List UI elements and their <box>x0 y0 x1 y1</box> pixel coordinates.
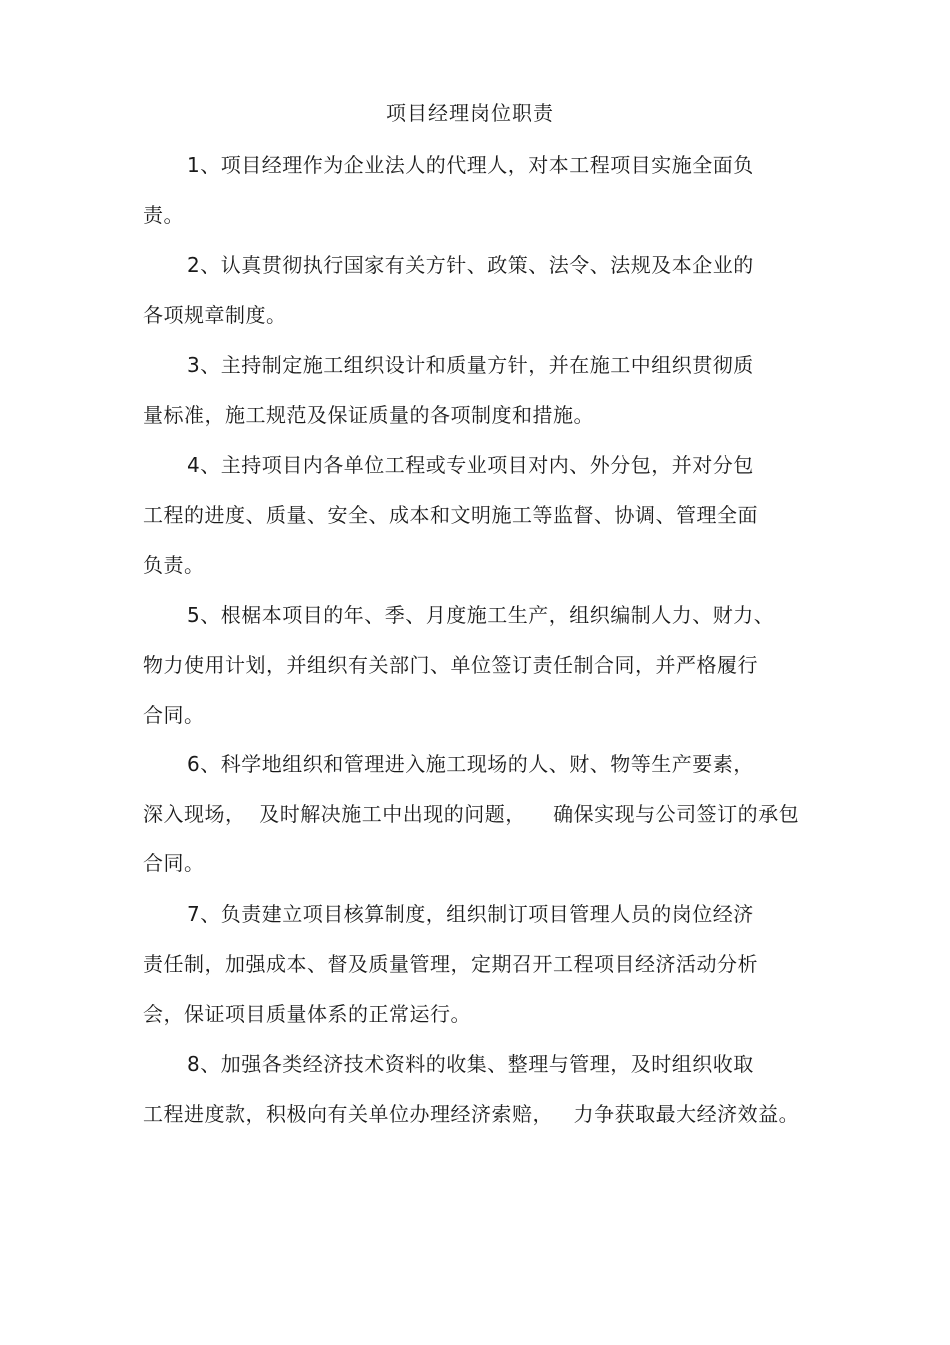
paragraph-3-line-1: 3、主持制定施工组织设计和质量方针，并在施工中组织贯彻质 <box>187 353 754 377</box>
document-title: 项目经理岗位职责 <box>386 101 554 125</box>
paragraph-4-line-3: 负责。 <box>143 553 205 577</box>
paragraph-1-line-2: 责。 <box>143 203 184 227</box>
paragraph-6-line-3: 合同。 <box>143 851 205 875</box>
paragraph-6-line-1: 6、科学地组织和管理进入施工现场的人、财、物等生产要素， <box>187 752 754 776</box>
paragraph-2-line-1: 2、认真贯彻执行国家有关方针、政策、法令、法规及本企业的 <box>187 253 754 277</box>
paragraph-5-line-3: 合同。 <box>143 703 205 727</box>
paragraph-2-line-2: 各项规章制度。 <box>143 303 287 327</box>
paragraph-7-line-2: 责任制，加强成本、督及质量管理，定期召开工程项目经济活动分析 <box>143 952 758 976</box>
paragraph-4-line-2: 工程的进度、质量、安全、成本和文明施工等监督、协调、管理全面 <box>143 503 758 527</box>
paragraph-8-line-1: 8、加强各类经济技术资料的收集、整理与管理，及时组织收取 <box>187 1052 754 1076</box>
paragraph-1-line-1: 1、项目经理作为企业法人的代理人，对本工程项目实施全面负 <box>187 153 754 177</box>
paragraph-5-line-2: 物力使用计划，并组织有关部门、单位签订责任制合同，并严格履行 <box>143 653 758 677</box>
paragraph-7-line-3: 会，保证项目质量体系的正常运行。 <box>143 1002 471 1026</box>
paragraph-7-line-1: 7、负责建立项目核算制度，组织制订项目管理人员的岗位经济 <box>187 902 754 926</box>
paragraph-8-line-2: 工程进度款，积极向有关单位办理经济索赔， 力争获取最大经济效益。 <box>143 1102 800 1126</box>
paragraph-5-line-1: 5、根椐本项目的年、季、月度施工生产，组织编制人力、财力、 <box>187 603 775 627</box>
paragraph-4-line-1: 4、主持项目内各单位工程或专业项目对内、外分包，并对分包 <box>187 453 754 477</box>
paragraph-3-line-2: 量标准，施工规范及保证质量的各项制度和措施。 <box>143 403 594 427</box>
paragraph-6-line-2: 深入现场， 及时解决施工中出现的问题， 确保实现与公司签订的承包 <box>143 802 800 826</box>
